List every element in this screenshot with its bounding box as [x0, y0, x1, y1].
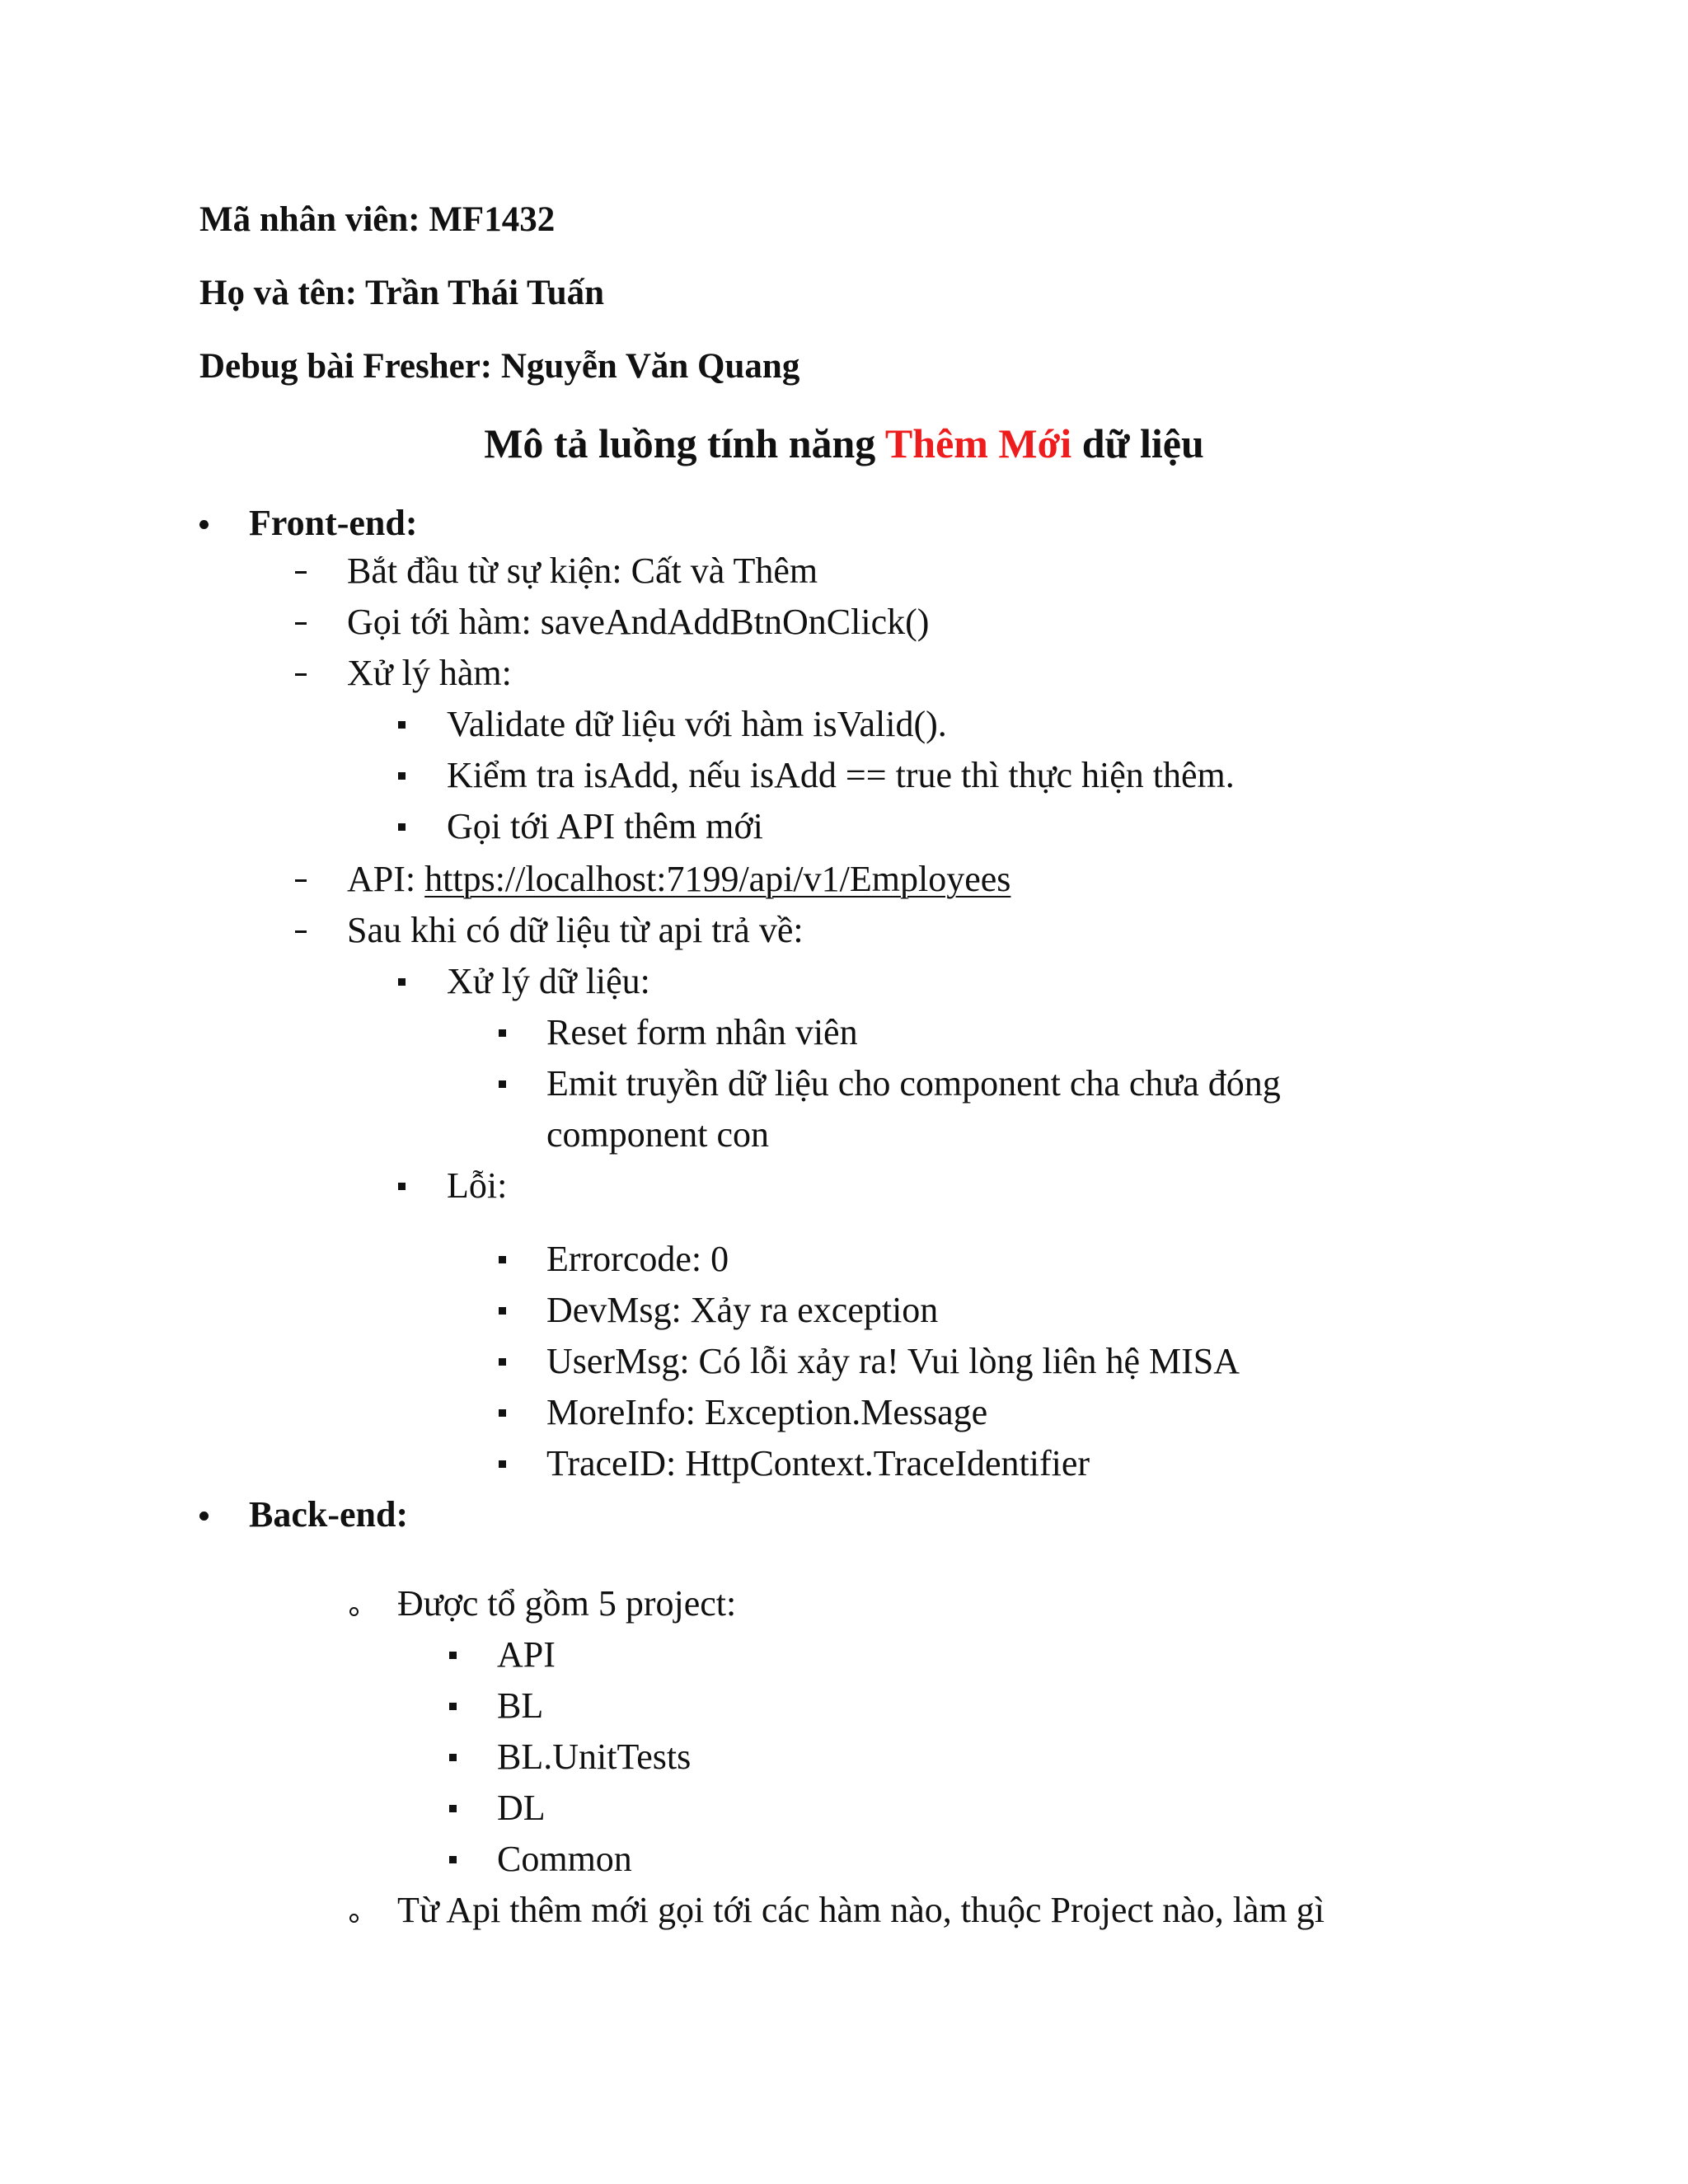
square-bullet-icon: [398, 978, 406, 986]
list-item: Gọi tới hàm: saveAndAddBtnOnClick(): [347, 602, 930, 642]
api-line: [347, 857, 1010, 902]
dash-icon: [295, 622, 307, 625]
square-bullet-icon: [499, 1358, 506, 1366]
title-suffix: dữ liệu: [1071, 420, 1204, 466]
list-item: DL: [497, 1788, 546, 1828]
list-item: Được tổ gồm 5 project:: [397, 1583, 737, 1624]
square-bullet-icon: [449, 1703, 457, 1710]
full-name: Họ và tên: Trần Thái Tuấn: [199, 274, 605, 312]
square-bullet-icon: [398, 823, 406, 831]
employee-code: Mã nhân viên: MF1432: [199, 200, 556, 239]
dash-icon: [295, 879, 307, 882]
title-highlight: Thêm Mới: [884, 420, 1072, 466]
bullet-dot-icon: [199, 1511, 209, 1521]
dash-icon: [295, 571, 307, 574]
square-bullet-icon: [499, 1409, 506, 1417]
square-bullet-icon: [499, 1460, 506, 1468]
list-item: DevMsg: Xảy ra exception: [546, 1290, 939, 1330]
square-bullet-icon: [398, 1183, 406, 1190]
list-item: Common: [497, 1839, 632, 1879]
square-bullet-icon: [499, 1080, 506, 1088]
api-url-link[interactable]: https://localhost:7199/api/v1/Employees: [424, 859, 1011, 899]
square-bullet-icon: [398, 721, 406, 729]
list-item: BL.UnitTests: [497, 1736, 692, 1777]
square-bullet-icon: [449, 1652, 457, 1659]
title-prefix: Mô tả luồng tính năng: [484, 420, 885, 466]
square-bullet-icon: [449, 1805, 457, 1812]
debug-line: Debug bài Fresher: Nguyễn Văn Quang: [199, 347, 800, 386]
page-title: [0, 419, 1688, 468]
list-item: Bắt đầu từ sự kiện: Cất và Thêm: [347, 551, 818, 591]
list-item: Xử lý hàm:: [347, 653, 512, 693]
list-item: Reset form nhân viên: [546, 1012, 858, 1052]
frontend-heading: Front-end:: [249, 503, 418, 543]
list-item: Kiểm tra isAdd, nếu isAdd == true thì thực hiện thêm.: [447, 755, 1235, 795]
list-item: Lỗi:: [447, 1165, 508, 1206]
list-item: Validate dữ liệu với hàm isValid().: [447, 704, 947, 744]
bullet-dot-icon: [199, 520, 209, 529]
list-item: Gọi tới API thêm mới: [447, 806, 763, 846]
list-item: Từ Api thêm mới gọi tới các hàm nào, thuộc Project nào, làm gì: [397, 1890, 1325, 1930]
list-item: TraceID: HttpContext.TraceIdentifier: [546, 1443, 1090, 1483]
square-bullet-icon: [499, 1256, 506, 1263]
square-bullet-icon: [449, 1856, 457, 1863]
list-item: Emit truyền dữ liệu cho component cha chưa đóng: [546, 1063, 1281, 1104]
circle-bullet-icon: [349, 1914, 359, 1923]
list-item: API: [497, 1634, 556, 1675]
dash-icon: [295, 673, 307, 676]
dash-icon: [295, 930, 307, 933]
square-bullet-icon: [499, 1307, 506, 1315]
list-item: Sau khi có dữ liệu từ api trả về:: [347, 910, 804, 950]
square-bullet-icon: [449, 1754, 457, 1761]
list-item: MoreInfo: Exception.Message: [546, 1392, 988, 1432]
list-item: BL: [497, 1685, 544, 1726]
list-item-continuation: component con: [546, 1114, 770, 1155]
square-bullet-icon: [499, 1029, 506, 1037]
circle-bullet-icon: [349, 1607, 359, 1616]
list-item: Errorcode: 0: [546, 1239, 729, 1279]
backend-heading: Back-end:: [249, 1494, 409, 1535]
list-item: UserMsg: Có lỗi xảy ra! Vui lòng liên hệ MISA: [546, 1341, 1240, 1381]
square-bullet-icon: [398, 772, 406, 780]
api-label: API:: [347, 859, 425, 899]
list-item: Xử lý dữ liệu:: [447, 961, 650, 1001]
